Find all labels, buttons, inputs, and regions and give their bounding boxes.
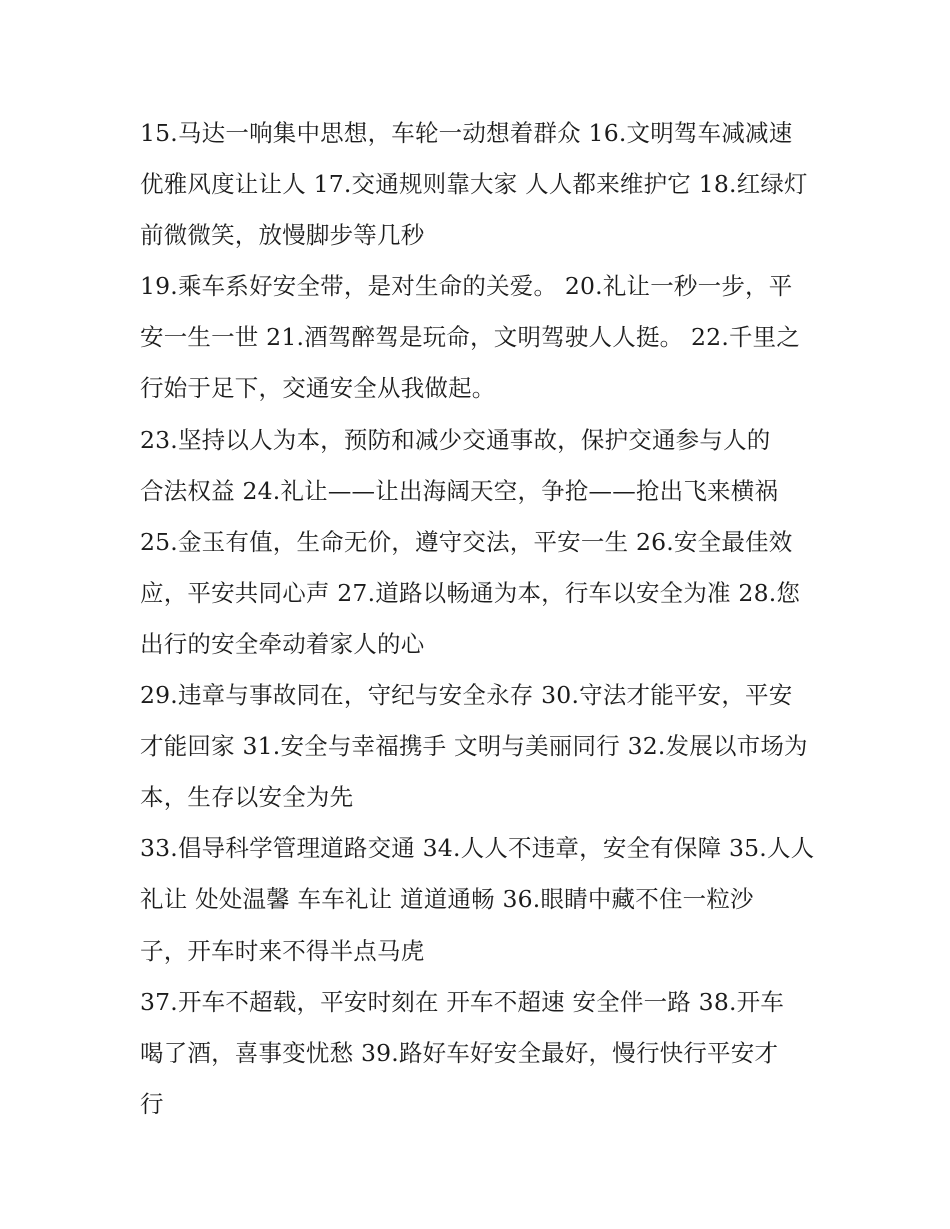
text-line: 应，平安共同心声 27.道路以畅通为本，行车以安全为准 28.您 — [140, 578, 801, 607]
paragraph — [140, 977, 830, 1130]
text-line: 19.乘车系好安全带，是对生命的关爱。 20.礼让一秒一步，平 — [140, 272, 793, 301]
text-line: 礼让 处处温馨 车车礼让 道道通畅 36.眼睛中藏不住一粒沙 — [140, 885, 754, 914]
text-line: 33.倡导科学管理道路交通 34.人人不违章，安全有保障 35.人人 — [140, 834, 815, 863]
text-line: 才能回家 31.安全与幸福携手 文明与美丽同行 32.发展以市场为 — [140, 732, 808, 761]
text-line: 本，生存以安全为先 — [140, 783, 354, 812]
text-line: 23.坚持以人为本，预防和减少交通事故，保护交通参与人的 — [140, 425, 771, 454]
text-line: 15.马达一响集中思想，车轮一动想着群众 16.文明驾车减减速 — [140, 119, 793, 147]
text-line: 优雅风度让让人 17.交通规则靠大家 人人都来维护它 18.红绿灯 — [140, 170, 808, 199]
paragraph — [140, 261, 830, 414]
paragraph — [140, 823, 830, 976]
text-line: 行始于足下，交通安全从我做起。 — [140, 374, 496, 403]
text-line: 合法权益 24.礼让——让出海阔天空，争抢——抢出飞来横祸 — [140, 476, 779, 505]
paragraph — [140, 415, 830, 670]
paragraph — [140, 670, 830, 823]
text-line: 子，开车时来不得半点马虎 — [140, 936, 425, 965]
text-line: 行 — [140, 1089, 164, 1118]
paragraph — [140, 108, 830, 261]
text-line: 29.违章与事故同在，守纪与安全永存 30.守法才能平安，平安 — [140, 681, 793, 710]
text-line: 前微微笑，放慢脚步等几秒 — [140, 221, 425, 250]
text-line: 安一生一世 21.酒驾醉驾是玩命，文明驾驶人人挺。 22.千里之 — [140, 323, 801, 352]
text-line: 出行的安全牵动着家人的心 — [140, 629, 425, 658]
text-line: 喝了酒，喜事变忧愁 39.路好车好安全最好，慢行快行平安才 — [140, 1038, 779, 1067]
text-line: 25.金玉有值，生命无价，遵守交法，平安一生 26.安全最佳效 — [140, 527, 793, 556]
slogan-list — [140, 108, 830, 1130]
text-line: 37.开车不超载，平安时刻在 开车不超速 安全伴一路 38.开车 — [140, 987, 785, 1016]
